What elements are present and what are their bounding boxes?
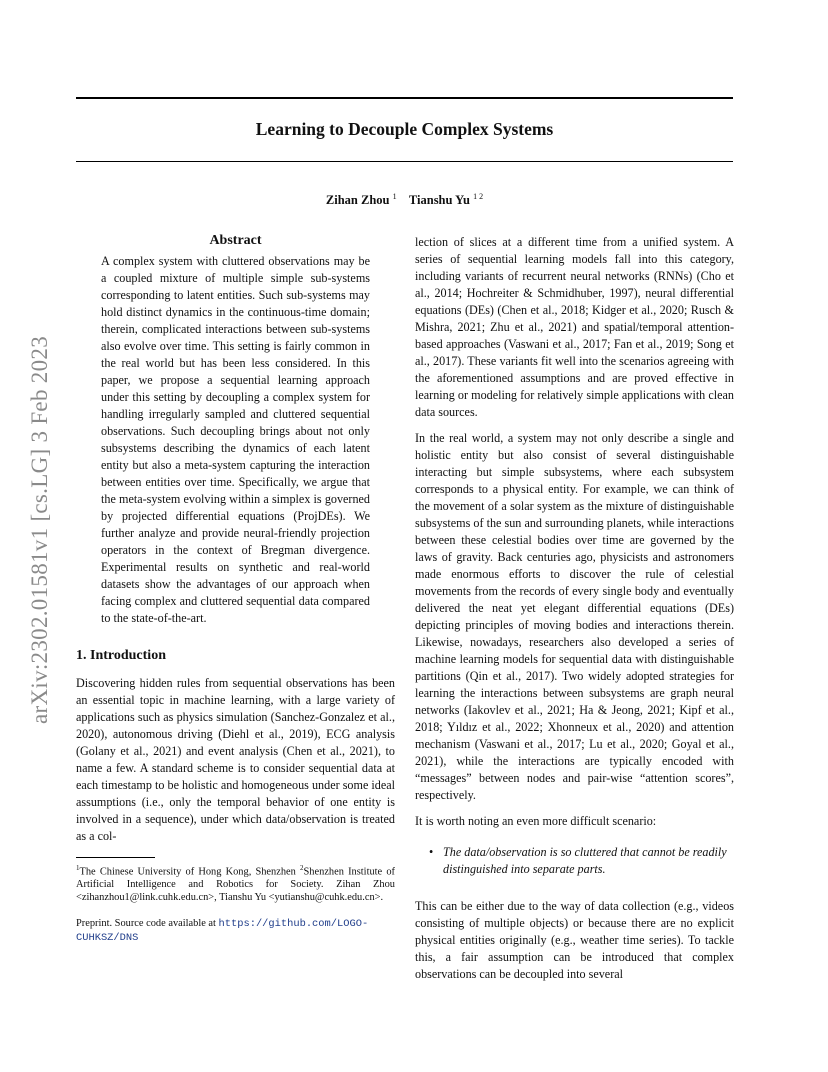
top-rule [76, 97, 733, 99]
preprint-note [76, 917, 395, 945]
footnote-mark: 1 [76, 864, 80, 872]
preprint-text: Preprint. Source code available at [76, 918, 219, 930]
arxiv-stamp-text: arXiv:2302.01581v1 [cs.LG] 3 Feb 2023 [27, 336, 52, 724]
author-name: Zihan Zhou [325, 193, 390, 208]
scenario-bullet-text: The data/observation is so cluttered that cannot be readily distinguished into separate parts. [443, 845, 727, 876]
author-name: Tianshu Yu [408, 193, 470, 208]
intro-paragraph-1-continued: lection of slices at a different time from a unified system. A series of sequential learning models fall into this category, including variants of recurrent neural networks (RNNs) (Cho et al., 2014; Hochreiter & Schmidhuber, 1997), neural differential equations (DEs) (Chen et al., 2018; Kidger et al., 2020; Rusch & Mishra, 2021; Zhu et al., 2021) and spatial/temporal attention-based approaches (Vaswani et al., 2017; Fan et al., 2019; Song et al., 2017). These variants fit well into the scenarios agreeing with the aforementioned assumptions and are proved effective in learning or modeling for relatively simple applications with clean data sources. [415, 235, 734, 419]
affiliation-2: Shenzhen Institute of Artificial Intelligence and Robotics for Society. Zihan Zhou <zihanzhou1@link.cuhk.edu.cn>, Tianshu Yu <yutianshu@cuhk.edu.cn>. [76, 866, 395, 904]
abstract-text: A complex system with cluttered observations may be a coupled mixture of multiple simple sub-systems corresponding to latent entities. Such sub-systems may hold distinct dynamics in the continuous-time domain; therein, complicated interactions between sub-systems also evolve over time. This setting is fairly common in the real world but has been less considered. In this paper, we propose a sequential learning approach under this setting by decoupling a complex system for handling irregularly sampled and cluttered sequential observations. Such decoupling brings about not only subsystems describing the dynamics of each latent entity but also a meta-system capturing the interaction between entities over time. Specifically, we argue that the meta-system evolving within a simplex is governed by projected differential equations (ProjDEs). We further analyze and provide neural-friendly projection operators in the context of Bregman divergence. Experimental results on synthetic and real-world datasets show the advantages of our approach when facing complex and cluttered sequential data compared to the state-of-the-art. [101, 254, 370, 625]
footnote-mark: 2 [300, 864, 304, 872]
source-code-link[interactable]: https://github.com/LOGO-CUHKSZ/DNS [76, 918, 369, 945]
author-affiliation-mark: 1 2 [473, 192, 484, 201]
bullet-icon: • [429, 845, 434, 859]
title-rule [76, 161, 733, 162]
paper-title: Learning to Decouple Complex Systems [255, 119, 554, 139]
right-column [415, 234, 734, 992]
affiliation-footnote [76, 862, 395, 904]
arxiv-stamp [20, 295, 60, 765]
intro-paragraph-3: It is worth noting an even more difficult scenario: [415, 814, 657, 828]
abstract-heading: Abstract [209, 233, 262, 248]
intro-paragraph-4: This can be either due to the way of data collection (e.g., videos consisting of multiple objects) or because there are no explicit physical entities originally (e.g., weather time series). To tackle this, a fair assumption can be introduced that complex observations can be decoupled into several [415, 899, 734, 981]
section-heading-introduction: 1. Introduction [76, 648, 166, 663]
scenario-bullet [429, 844, 734, 878]
affiliation-1: The Chinese University of Hong Kong, Shenzhen [79, 866, 301, 878]
footnote-rule [76, 857, 155, 858]
author-affiliation-mark: 1 [392, 192, 397, 201]
left-column [76, 232, 395, 945]
intro-paragraph-1: Discovering hidden rules from sequential observations has been an essential topic in machine learning, with a large variety of applications such as physics simulation (Sanchez-Gonzalez et al., 2020), autonomous driving (Diehl et al., 2019), ECG analysis (Golany et al., 2021) and event analysis (Chen et al., 2021), to name a few. A standard scheme is to consider sequential data at each timestamp to be holistic and homogeneous under some ideal assumptions (i.e., only the temporal behavior of one entity is involved in a sequence), under which data/observation is treated as a col- [76, 676, 395, 843]
author-list [76, 192, 733, 208]
intro-paragraph-2: In the real world, a system may not only describe a single and holistic entity but also consist of several distinguishable interacting but simple subsystems, where each subsystem corresponds to a physical entity. For example, we can think of the movement of a solar system as the mixture of distinguishable subsystems of the sun and surrounding planets, while interactions between these celestial bodies over time are governed by the laws of gravity. Back centuries ago, physicists and astronomers made enormous efforts to discover the rule of celestial movements from the records of every single body and eventually delivered the neat yet elegant differential equations (DEs) depicting principles of moving bodies and interactions therein. Likewise, nowadays, researchers also developed a series of machine learning models for sequential data with distinguishable partitions (Qin et al., 2017). Two widely adopted strategies for learning the interactions between subsystems are graph neural networks (Iakovlev et al., 2021; Ha & Jeong, 2021; Kipf et al., 2018; Yıldız et al., 2022; Xhonneux et al., 2020) and attention mechanism (Vaswani et al., 2017; Lu et al., 2020; Goyal et al., 2021), while the interactions are typically encoded with “messages” between nodes and pair-wise “attention scores”, respectively. [415, 431, 734, 802]
